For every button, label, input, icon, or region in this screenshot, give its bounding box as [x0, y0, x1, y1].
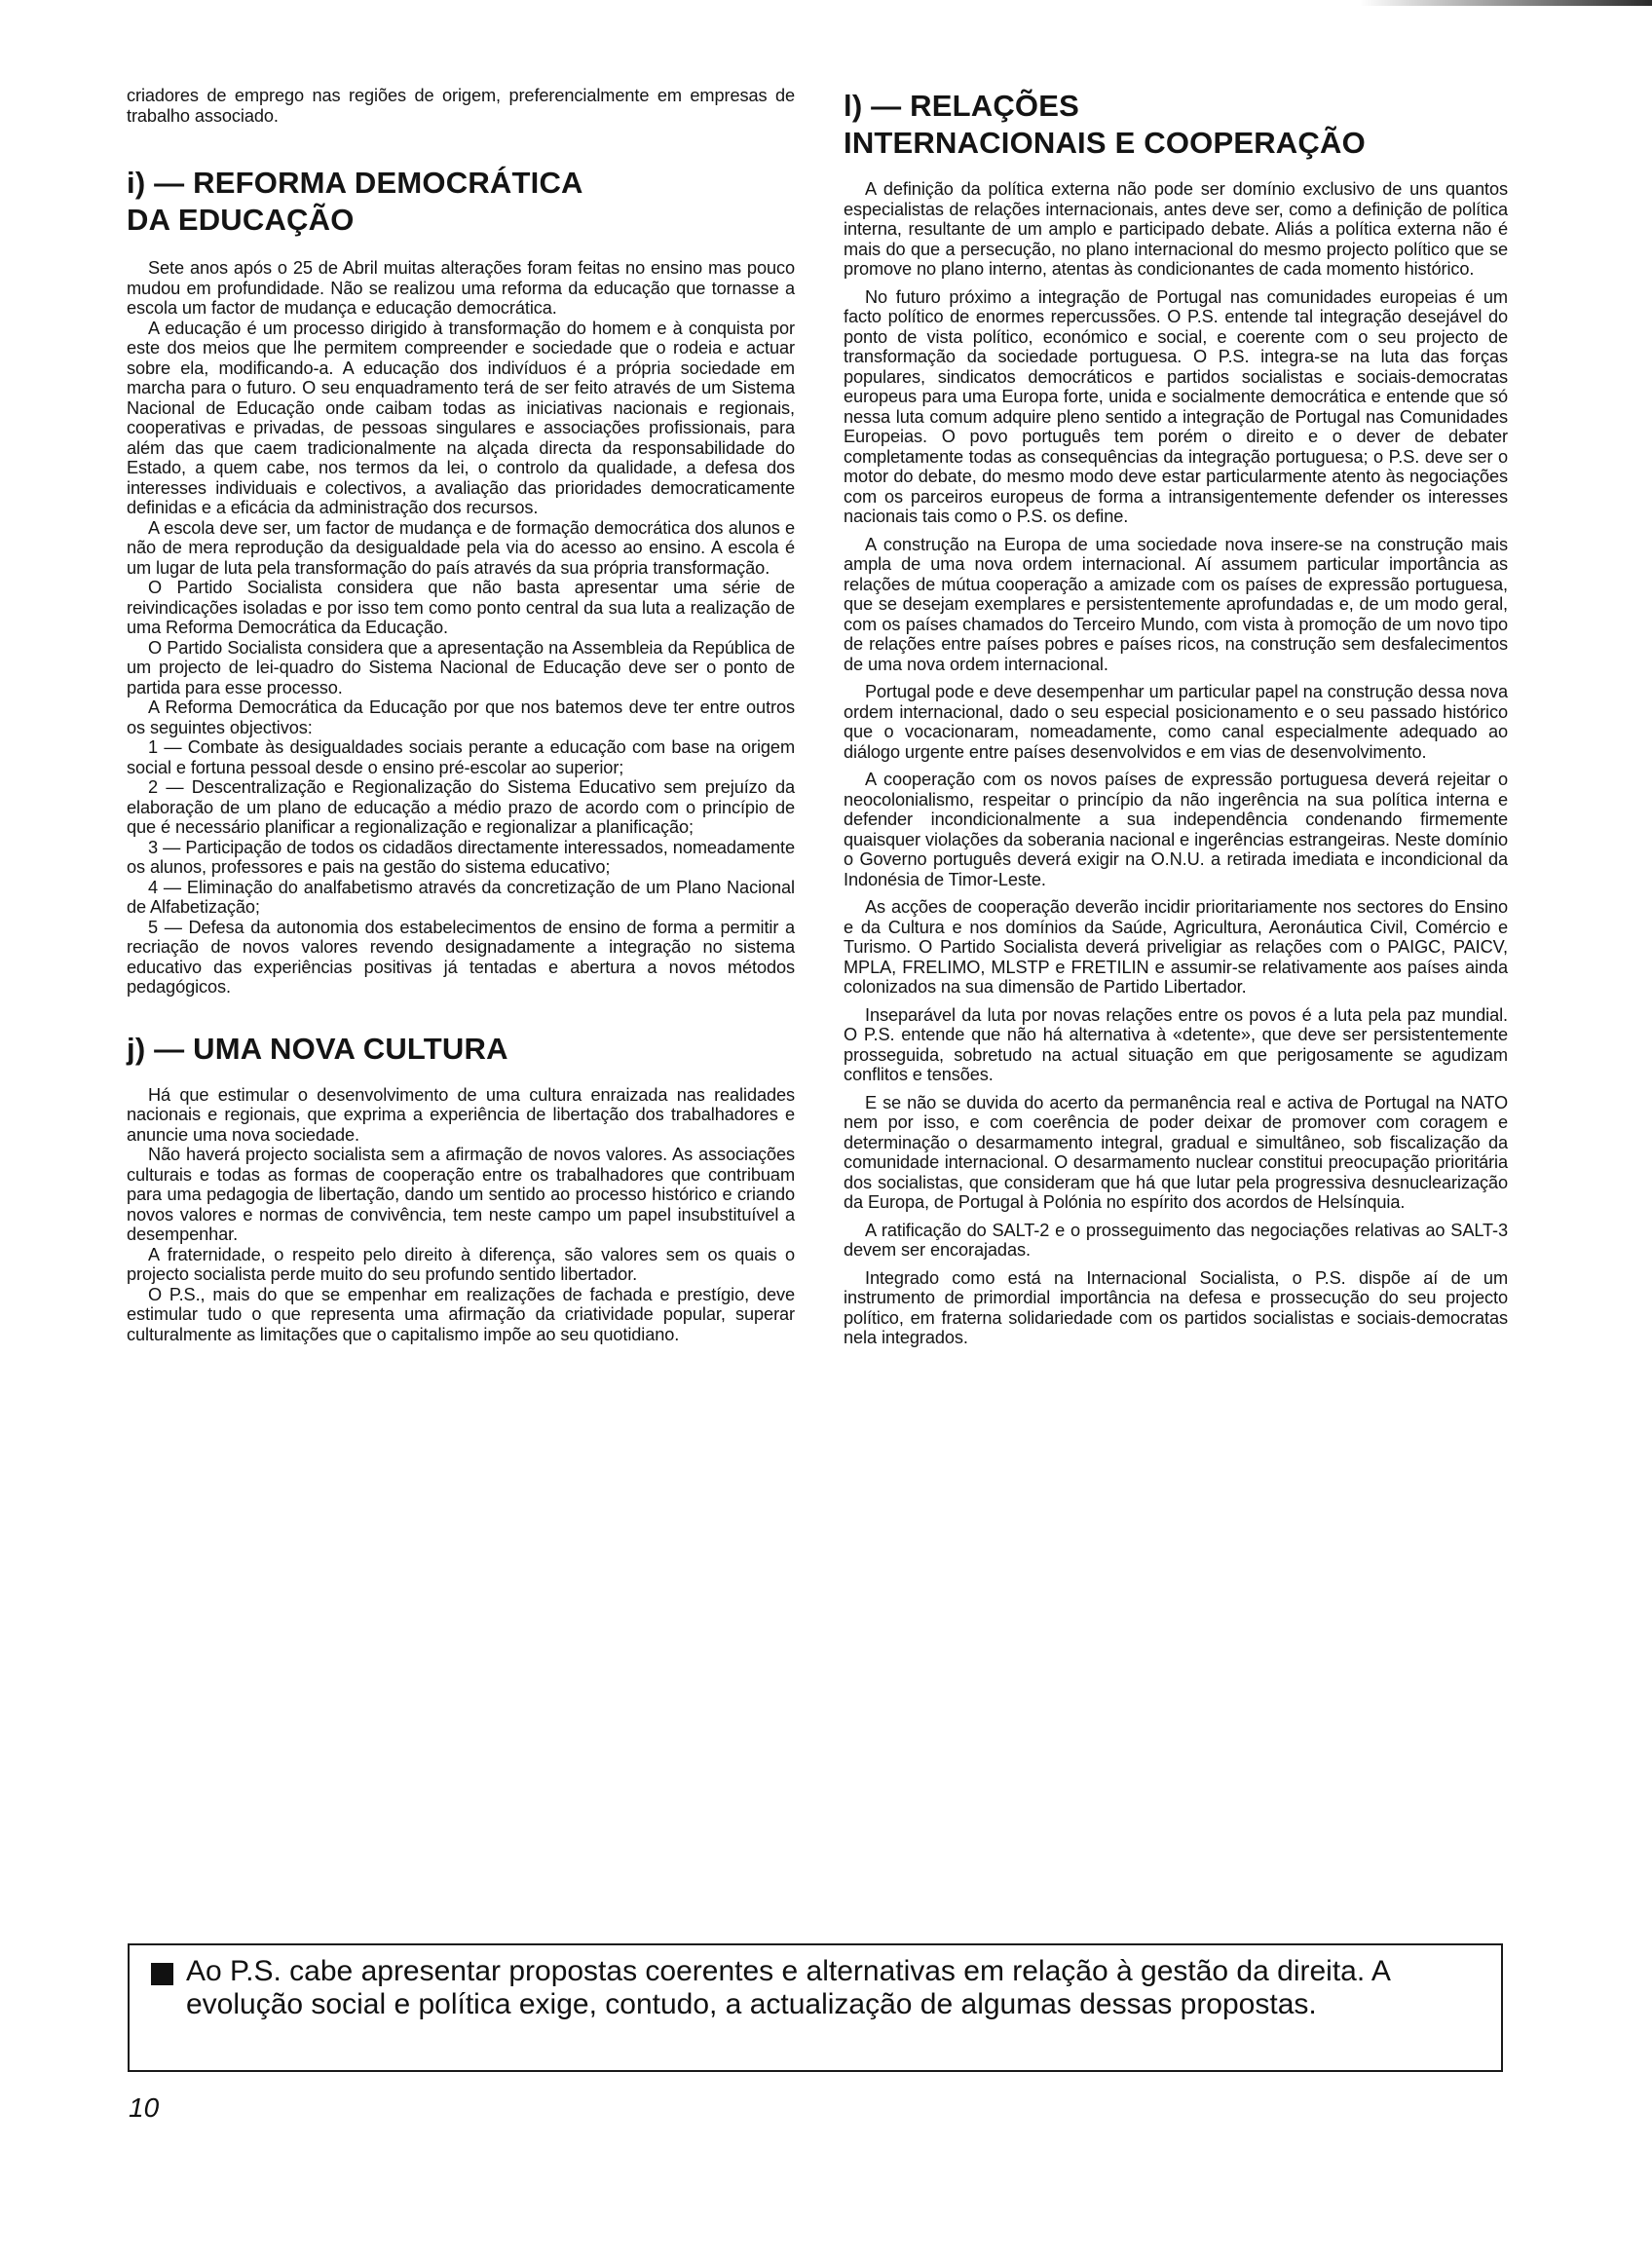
paragraph: A educação é um processo dirigido à transformação do homem e à conquista por este dos meios que lhe permitem compreender e sociedade que o rodeia e actuar sobre ela, modificando-a. A educação dos indivíduos é a própria sociedade em marcha para o futuro. O seu enquadramento terá de ser feito através de um Sistema Nacional de Educação onde caibam todas as iniciativas nacionais e regionais, cooperativas e privadas, de pessoas singulares e associações profissionais, para além das que caem tradicionalmente na alçada directa da responsabilidade do Estado, a quem cabe, nos termos da lei, o controlo da qualidade, a defesa dos interesses individuais e colectivos, a avaliação das prioridades democraticamente definidas e a eficácia da administração dos recursos.: [127, 318, 795, 517]
paragraph: A Reforma Democrática da Educação por que nos batemos deve ter entre outros os seguintes objectivos:: [127, 697, 795, 737]
list-item: 3 — Participação de todos os cidadãos directamente interessados, nomeadamente os alunos, professores e pais na gestão do sistema educativo;: [127, 837, 795, 877]
callout-text: Ao P.S. cabe apresentar propostas coerentes e alternativas em relação à gestão da direita. A evolução social e política exige, contudo, a actualização de algumas dessas propostas.: [186, 1955, 1390, 2020]
paragraph: Inseparável da luta por novas relações entre os povos é a luta pela paz mundial. O P.S. entende que não há alternativa à «detente», que deve ser persistentemente prosseguida, sobretudo na actual situação em que perigosamente se agudizam conflitos e tensões.: [844, 1004, 1508, 1084]
paragraph: A escola deve ser, um factor de mudança e de formação democrática dos alunos e não de mera reprodução da desigualdade pela via do acesso ao ensino. A escola é um lugar de luta pela transformação do país através da sua própria transformação.: [127, 517, 795, 578]
list-item: 2 — Descentralização e Regionalização do Sistema Educativo sem prejuízo da elaboração de um plano de educação a médio prazo de acordo com o princípio de que é necessário planificar a regionalização e regionalizar a planificação;: [127, 777, 795, 837]
paragraph: A construção na Europa de uma sociedade nova insere-se na construção mais ampla de uma nova ordem internacional. Aí assumem particular importância as relações de mútua cooperação a amizade com os países de expressão portuguesa, que se desejam exemplares e persistentemente aprofundadas e, de um modo geral, com os países chamados do Terceiro Mundo, com vista à promoção de um novo tipo de relações entre países pobres e países ricos, na construção sem desfalecimentos de uma nova ordem internacional.: [844, 534, 1508, 674]
section-j-body: [127, 1085, 795, 1345]
right-column: [844, 88, 1508, 1348]
paragraph: O P.S., mais do que se empenhar em realizações de fachada e prestígio, deve estimular tudo o que representa uma afirmação da criatividade popular, superar culturalmente as limitações que o capitalismo impõe ao seu quotidiano.: [127, 1284, 795, 1344]
callout-box: [128, 1943, 1503, 2072]
section-l-heading: [844, 88, 1508, 162]
section-i-heading: [127, 165, 795, 239]
scan-edge-shadow: [1360, 0, 1652, 6]
left-column: [127, 86, 795, 1344]
paragraph: A ratificação do SALT-2 e o prosseguimento das negociações relativas ao SALT-3 devem ser encorajadas.: [844, 1220, 1508, 1260]
paragraph: A definição da política externa não pode ser domínio exclusivo de uns quantos especialistas de relações internacionais, antes deve ser, como a definição de política interna, resultante de um amplo e participado debate. Aliás a política externa não é mais do que a persecução, no plano internacional do mesmo projecto político que se promove no plano interno, atentas às condicionantes de cada momento histórico.: [844, 179, 1508, 279]
paragraph: A cooperação com os novos países de expressão portuguesa deverá rejeitar o neocolonialismo, respeitar o princípio da não ingerência na sua política interna e defender incondicionalmente a sua independência condenando firmemente quaisquer violações da soberania nacional e ingerências estrangeiras. Neste domínio o Governo português deverá exigir na O.N.U. a retirada imediata e incondicional da Indonésia de Timor-Leste.: [844, 770, 1508, 889]
section-l-title-line2: INTERNACIONAIS E COOPERAÇÃO: [844, 126, 1366, 160]
paragraph: O Partido Socialista considera que não basta apresentar uma série de reivindicações isoladas e por isso tem como ponto central da sua luta a realização de uma Reforma Democrática da Educação.: [127, 578, 795, 637]
page-number: 10: [129, 2092, 160, 2123]
continuation-paragraph: criadores de emprego nas regiões de origem, preferencialmente em empresas de trabalho associado.: [127, 86, 795, 126]
paragraph: As acções de cooperação deverão incidir prioritariamente nos sectores do Ensino e da Cultura e nos domínios da Saúde, Agricultura, Aeronáutica Civil, Comércio e Turismo. O Partido Socialista deverá priveligiar as relações com o PAIGC, PAICV, MPLA, FRELIMO, MLSTP e FRETILIN e assumir-se relativamente aos países ainda colonizados na sua dimensão de Partido Libertador.: [844, 897, 1508, 997]
paragraph: Não haverá projecto socialista sem a afirmação de novos valores. As associações culturais e todas as formas de cooperação entre os trabalhadores que contribuam para uma pedagogia de libertação, dando um sentido ao processo histórico e criando novos valores e normas de convivência, tem neste campo um papel insubstituível a desempenhar.: [127, 1145, 795, 1244]
paragraph: Há que estimular o desenvolvimento de uma cultura enraizada nas realidades nacionais e regionais, que exprima a experiência de libertação dos trabalhadores e anuncie uma nova sociedade.: [127, 1084, 795, 1145]
paragraph: Integrado como está na Internacional Socialista, o P.S. dispõe aí de um instrumento de primordial importância na defesa e prossecução do seu projecto político, em fraterna solidariedade com os partidos socialistas e sociais-democratas nela integrados.: [844, 1267, 1508, 1347]
paragraph: O Partido Socialista considera que a apresentação na Assembleia da República de um projecto de lei-quadro do Sistema Nacional de Educação deve ser o ponto de partida para esse processo.: [127, 637, 795, 697]
section-j-heading: j) — UMA NOVA CULTURA: [127, 1031, 508, 1066]
list-item: 4 — Eliminação do analfabetismo através da concretização de um Plano Nacional de Alfabetização;: [127, 877, 795, 917]
section-i-title-line2: DA EDUCAÇÃO: [127, 203, 355, 237]
section-l-title-line1: l) — RELAÇÕES: [844, 89, 1080, 123]
list-item: 5 — Defesa da autonomia dos estabelecimentos de ensino de forma a permitir a recriação de novos valores revendo designadamente a integração no sistema educativo das experiências positivas já tentadas e abertura a novos métodos pedagógicos.: [127, 917, 795, 997]
section-i-body: [127, 258, 795, 998]
paragraph: No futuro próximo a integração de Portugal nas comunidades europeias é um facto político de enormes repercussões. O P.S. entende tal integração desejável do ponto de vista político, económico e social, e coerente com o seu projecto de transformação da sociedade portuguesa. O P.S. integra-se na luta das forças populares, sindicatos democráticos e partidos socialistas e sociais-democratas europeus para uma Europa forte, unida e socialmente democrática e entende que só nessa luta comum adquire pleno sentido a integração de Portugal nas Comunidades Europeias. O povo português tem porém o direito e o dever de debater completamente todas as consequências da integração portuguesa; o P.S. deve ser o motor do debate, do mesmo modo deve estar particularmente atento às negociações com os parceiros europeus de forma a intransigentemente defender os interesses nacionais tais como o P.S. os define.: [844, 286, 1508, 526]
paragraph: E se não se duvida do acerto da permanência real e activa de Portugal na NATO nem por isso, e com coerência de poder deixar de promover com coragem e determinação o desarmamento integral, gradual e simultâneo, sob fiscalização da comunidade internacional. O desarmamento nuclear constitui preocupação prioritária dos socialistas, que consideram que há que lutar pela progressiva desnuclearização da Europa, de Portugal à Polónia no espírito dos acordos de Helsínquia.: [844, 1092, 1508, 1212]
square-bullet-icon: [151, 1963, 173, 1985]
paragraph: Portugal pode e deve desempenhar um particular papel na construção dessa nova ordem internacional, dado o seu especial posicionamento e o seu passado histórico que o vocacionaram, nomeadamente, como canal especialmente adequado ao diálogo urgente entre países desenvolvidos e em vias de desenvolvimento.: [844, 682, 1508, 762]
paragraph: Sete anos após o 25 de Abril muitas alterações foram feitas no ensino mas pouco mudou em profundidade. Não se realizou uma reforma da educação que tornasse a escola um factor de mudança e educação democrática.: [127, 258, 795, 318]
section-i-title-line1: i) — REFORMA DEMOCRÁTICA: [127, 166, 583, 200]
paragraph: A fraternidade, o respeito pelo direito à diferença, são valores sem os quais o projecto socialista perde muito do seu profundo sentido libertador.: [127, 1244, 795, 1284]
list-item: 1 — Combate às desigualdades sociais perante a educação com base na origem social e fortuna pessoal desde o ensino pré-escolar ao superior;: [127, 737, 795, 777]
section-l-body: [844, 179, 1508, 1348]
